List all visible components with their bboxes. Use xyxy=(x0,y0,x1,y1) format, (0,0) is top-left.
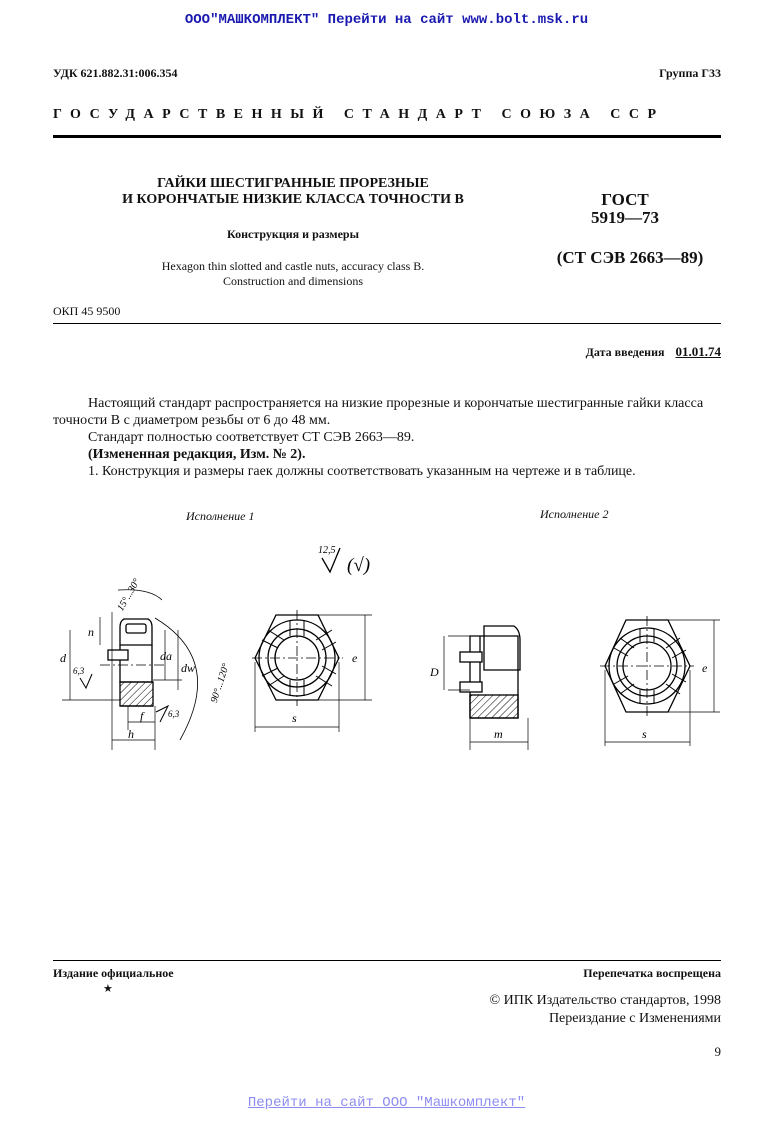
top-site-link[interactable]: ООО"МАШКОМПЛЕКТ" Перейти на сайт www.bolt.msk.ru xyxy=(184,12,589,28)
dim-e-v1: e xyxy=(352,651,358,665)
udk-code: УДК 621.882.31:006.354 xyxy=(53,66,178,80)
dim-s-v1: s xyxy=(292,711,297,725)
star-mark: ★ xyxy=(103,983,113,995)
dim-m: m xyxy=(494,727,503,741)
paragraph-compliance: Стандарт полностью соответствует СТ СЭВ 2663—89. xyxy=(88,430,415,445)
dim-f: f xyxy=(140,709,144,723)
label-variant-1: Исполнение 1 xyxy=(186,509,255,523)
official-edition: Издание официальное xyxy=(53,966,174,980)
standard-banner: ГОСУДАРСТВЕННЫЙ СТАНДАРТ СОЮЗА ССР xyxy=(53,107,665,122)
footer-rule xyxy=(53,960,721,961)
title-ru-subtitle: Конструкция и размеры xyxy=(227,227,359,241)
technical-drawing xyxy=(0,530,773,770)
gost-label: ГОСТ xyxy=(601,190,649,209)
dim-s-v2: s xyxy=(642,727,647,741)
intro-date xyxy=(586,344,721,360)
intro-date-label: Дата введения xyxy=(585,345,665,359)
variant2-top-view xyxy=(600,616,720,746)
reprint-notice: Перепечатка воспрещена xyxy=(583,966,721,980)
dim-n-v1: n xyxy=(88,625,94,639)
variant1-top-view xyxy=(252,610,372,732)
header-rule xyxy=(53,135,721,138)
dim-d-v1: d xyxy=(60,651,66,665)
roughness-parenthesized: (√) xyxy=(347,555,371,576)
dim-r2: 6,3 xyxy=(168,709,180,719)
variant2-side-view xyxy=(444,626,528,750)
intro-date-value: 01.01.74 xyxy=(675,344,721,359)
title-en-line1: Hexagon thin slotted and castle nuts, accuracy class B. xyxy=(161,259,425,273)
dim-da: da xyxy=(160,649,172,663)
title-ru-line1: ГАЙКИ ШЕСТИГРАННЫЕ ПРОРЕЗНЫЕ xyxy=(157,176,429,191)
st-sev-number: (СТ СЭВ 2663—89) xyxy=(556,248,704,267)
okp-code: ОКП 45 9500 xyxy=(53,304,121,318)
angle-side: 90°...120° xyxy=(208,662,232,705)
dim-r1: 6,3 xyxy=(73,666,85,676)
reissue-note: Переиздание с Изменениями xyxy=(548,1011,721,1026)
dim-D: D xyxy=(430,665,439,679)
paragraph-item-1: 1. Конструкция и размеры гаек должны соответствовать указанным на чертеже и в таблице. xyxy=(88,464,636,479)
bottom-site-link[interactable]: Перейти на сайт ООО "Машкомплект" xyxy=(247,1095,526,1111)
roughness-value: 12,5 xyxy=(318,545,336,556)
paragraph-revision: (Измененная редакция, Изм. № 2). xyxy=(88,447,306,462)
group-code: Группа Г33 xyxy=(659,66,721,80)
copyright: © ИПК Издательство стандартов, 1998 xyxy=(489,993,721,1008)
paragraph-scope: Настоящий стандарт распространяется на низкие прорезные и корончатые шестигранные гайки класса точности В с диаметром резьбы от 6 до 48 мм. xyxy=(53,396,704,428)
dim-h-v1: h xyxy=(128,727,134,741)
angle-top: 15°...30° xyxy=(115,576,143,614)
gost-number: 5919—73 xyxy=(591,208,659,227)
roughness-symbol xyxy=(318,545,370,576)
okp-rule xyxy=(53,323,721,324)
title-en-line2: Construction and dimensions xyxy=(223,274,363,288)
dim-dw: dw xyxy=(181,661,196,675)
dim-e-v2: e xyxy=(702,661,708,675)
page-number: 9 xyxy=(714,1044,721,1059)
label-variant-2: Исполнение 2 xyxy=(540,507,609,521)
title-ru-line2: И КОРОНЧАТЫЕ НИЗКИЕ КЛАССА ТОЧНОСТИ В xyxy=(122,192,464,207)
